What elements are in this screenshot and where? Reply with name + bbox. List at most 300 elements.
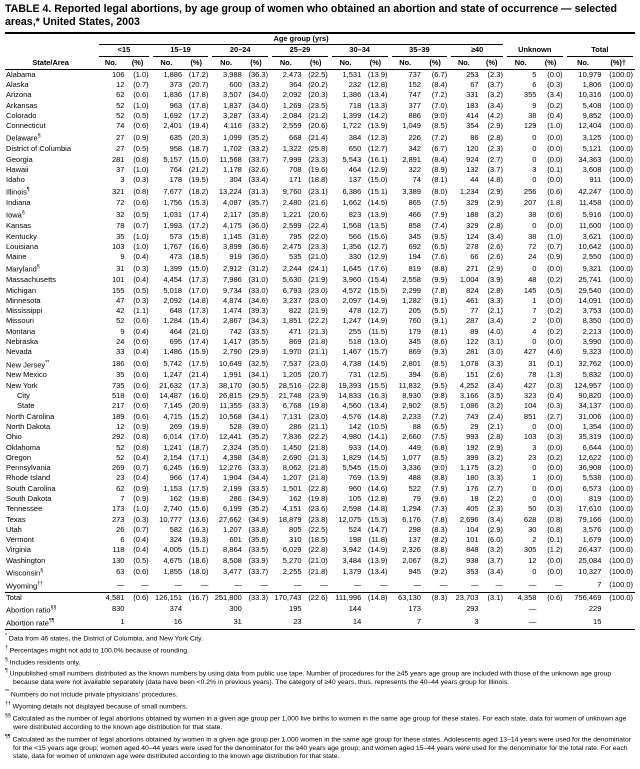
- cell-pct: —: [200, 580, 209, 590]
- cell-no: 281: [111, 154, 125, 164]
- cell-pct: (13.5): [367, 221, 388, 231]
- row-vermont: [5, 535, 635, 545]
- cell-no: 14,091: [578, 295, 602, 305]
- cell-pct: (100.0): [609, 326, 633, 336]
- cell-no: 924: [466, 154, 479, 164]
- cell-no: 0: [532, 483, 537, 493]
- cell-no: 183: [466, 100, 479, 110]
- cell-pct: (21.9): [308, 275, 328, 285]
- cell-pct: (4.8): [487, 175, 503, 185]
- cell-pct: (0.8): [133, 186, 149, 196]
- cell-pct: (17.1): [188, 452, 209, 462]
- cell-pct: (36.3): [248, 69, 269, 79]
- cell-no: 14: [330, 616, 362, 629]
- cell-no: 1,386: [342, 90, 362, 100]
- row-idaho: [5, 175, 635, 185]
- cell-no: 0: [532, 144, 537, 154]
- cell-no: 26,437: [578, 545, 602, 555]
- cell-no: 101: [466, 535, 479, 545]
- cell-pct: (1.2): [547, 545, 563, 555]
- cell-no: 195: [289, 604, 302, 614]
- row-abortion-ratio: [5, 603, 635, 616]
- cell-no: 3,336: [402, 463, 421, 473]
- cell-pct: (3.4): [547, 90, 563, 100]
- cell-pct: (9.1): [431, 316, 448, 326]
- cell-pct: (100.0): [609, 567, 633, 577]
- cell-pct: (8.5): [431, 121, 448, 131]
- cell-no: 2,326: [402, 545, 421, 555]
- cell-pct: [183, 616, 210, 629]
- cell-no: 324: [169, 535, 183, 545]
- cell-pct: (33.5): [248, 326, 269, 336]
- cell-no: 4,358: [505, 592, 537, 603]
- cell-no: 232: [348, 79, 362, 89]
- cell-no: 2,199: [223, 483, 242, 493]
- cell-no: 7,836: [282, 432, 302, 442]
- row-label: [5, 80, 97, 90]
- cell-pct: (3.4): [487, 316, 503, 326]
- row-label: [5, 262, 97, 275]
- cell-pct: (8.2): [431, 535, 448, 545]
- cell-no: 11,600: [578, 221, 602, 231]
- cell-pct: (21.3): [308, 326, 328, 336]
- row-label-text: New York: [6, 380, 38, 390]
- cell-pct: (18.7): [188, 144, 209, 154]
- cell-no: 304: [229, 175, 242, 185]
- cell-no: 42,247: [578, 186, 602, 196]
- cell-pct: (0.0): [547, 263, 563, 273]
- row-nebraska: [5, 337, 635, 347]
- col-group-label: ≥40: [451, 45, 503, 57]
- cell-pct: —: [555, 580, 563, 590]
- cell-pct: (3.1): [480, 592, 505, 603]
- cell-pct: (15.4): [367, 275, 388, 285]
- pct-header: (%): [422, 57, 449, 69]
- cell-pct: (13.4): [367, 567, 388, 577]
- row-delaware: [5, 131, 635, 144]
- cell-no: 2,599: [282, 221, 302, 231]
- cell-pct: (100.0): [609, 421, 633, 431]
- cell-pct: (0.0): [547, 567, 563, 577]
- cell-pct: (2.8): [487, 285, 503, 295]
- cell-no: 1,662: [342, 198, 362, 208]
- cell-pct: (9.1): [431, 295, 448, 305]
- cell-pct: (4.6): [547, 347, 563, 357]
- cell-no: 1,077: [402, 452, 421, 462]
- cell-no: 63: [116, 567, 125, 577]
- cell-no: 1,153: [163, 483, 183, 493]
- row-footnote-marker: ¶: [26, 187, 30, 194]
- cell-no: 2,092: [282, 90, 302, 100]
- cell-pct: (0.8): [547, 514, 563, 524]
- row-label: [5, 412, 97, 422]
- cell-no: 933: [348, 442, 362, 452]
- cell-no: 3,237: [282, 295, 302, 305]
- col-group-30-34: [330, 45, 390, 57]
- cell-no: 0: [532, 132, 537, 142]
- pct-header: (%): [303, 57, 330, 69]
- cell-no: 21,632: [159, 380, 183, 390]
- cell-no: 958: [169, 144, 183, 154]
- pct-header: (%): [183, 57, 210, 69]
- cell-no: 3,287: [223, 110, 242, 120]
- cell-no: 329: [466, 198, 479, 208]
- cell-pct: (100.0): [609, 132, 633, 142]
- cell-pct: (22.2): [308, 432, 328, 442]
- row-label-text: Maine: [6, 252, 27, 262]
- cell-pct: (3.4): [487, 567, 503, 577]
- cell-no: 7: [120, 494, 125, 503]
- cell-pct: (0.4): [133, 252, 149, 262]
- cell-pct: (18.8): [308, 175, 328, 185]
- cell-no: 1,837: [223, 100, 242, 110]
- col-group-unknown: [505, 45, 565, 57]
- cell-pct: (0.5): [133, 209, 149, 219]
- cell-no: 34,137: [578, 401, 602, 411]
- cell-no: 2,244: [282, 263, 302, 273]
- cell-pct: (19.4): [188, 121, 209, 131]
- cell-pct: (6.8): [431, 370, 448, 380]
- cell-pct: (21.0): [188, 326, 209, 336]
- cell-no: 8,350: [582, 316, 602, 326]
- cell-pct: (15.6): [367, 231, 388, 241]
- cell-pct: (2.4): [487, 411, 503, 421]
- cell-pct: (29.5): [248, 391, 269, 401]
- row-indiana: [5, 198, 635, 208]
- row-label: [5, 535, 97, 545]
- row-illinois: [5, 185, 635, 198]
- cell-no: 74: [116, 121, 125, 131]
- cell-no: 830: [111, 604, 125, 614]
- cell-no: 171: [289, 175, 302, 185]
- cell-no: 7,986: [223, 275, 242, 285]
- cell-pct: (20.3): [308, 90, 328, 100]
- cell-pct: (9.0): [431, 463, 448, 473]
- cell-pct: (19.3): [188, 535, 209, 545]
- cell-no: 919: [229, 252, 242, 262]
- cell-no: 2,067: [402, 555, 421, 565]
- cell-pct: (7.5): [431, 432, 448, 442]
- cell-no: 3,166: [459, 391, 479, 401]
- cell-pct: (100.0): [609, 241, 633, 251]
- cell-pct: [125, 616, 150, 629]
- cell-pct: (0.0): [547, 337, 563, 347]
- row-label-text: Oklahoma: [6, 442, 41, 452]
- cell-pct: (24.1): [308, 263, 328, 273]
- cell-no: 1,467: [342, 347, 362, 357]
- cell-no: 601: [229, 535, 242, 545]
- cell-pct: (23.0): [308, 411, 328, 421]
- cell-pct: (2.9): [487, 121, 503, 131]
- cell-no: 12,441: [218, 432, 242, 442]
- cell-pct: (21.2): [308, 110, 328, 120]
- cell-pct: (8.5): [431, 401, 448, 411]
- row-label-text: Idaho: [6, 175, 25, 185]
- cell-pct: (36.6): [248, 241, 269, 251]
- cell-no: 2,891: [402, 154, 421, 164]
- cell-no: 6,386: [342, 186, 362, 196]
- cell-pct: (3.2): [487, 401, 503, 411]
- cell-no: 286: [289, 421, 302, 431]
- row-rhode-island: [5, 473, 635, 483]
- cell-no: 0: [532, 263, 537, 273]
- cell-pct: (31.2): [248, 263, 269, 273]
- cell-pct: (100.0): [609, 285, 633, 295]
- cell-no: 180: [466, 473, 479, 483]
- cell-no: 2,475: [282, 241, 302, 251]
- cell-no: 1,207: [223, 524, 242, 534]
- cell-no: 4,738: [342, 358, 362, 368]
- cell-pct: (100.0): [609, 473, 633, 483]
- cell-no: 737: [408, 69, 421, 79]
- cell-no: 305: [523, 545, 537, 555]
- cell-no: 2,213: [582, 326, 602, 336]
- cell-pct: (13.9): [367, 209, 388, 219]
- row-south-dakota: [5, 494, 635, 504]
- cell-pct: (100.0): [609, 494, 633, 503]
- cell-pct: (12.9): [367, 164, 388, 174]
- cell-pct: (8.8): [431, 473, 448, 483]
- cell-no: 14,833: [338, 391, 362, 401]
- cell-no: 2,740: [163, 504, 183, 514]
- cell-no: 1,205: [282, 370, 302, 380]
- row-label-text: Connecticut: [6, 121, 46, 131]
- cell-pct: (6.8): [431, 442, 448, 452]
- cell-no: 251,800: [210, 592, 242, 603]
- cell-pct: (0.2): [547, 326, 563, 336]
- cell-pct: (16.7): [183, 592, 210, 603]
- cell-no: 31: [528, 358, 537, 368]
- cell-pct: (13.9): [367, 473, 388, 483]
- cell-pct: (23.8): [308, 514, 328, 524]
- cell-pct: (2.1): [487, 421, 503, 431]
- cell-pct: (0.6): [133, 121, 149, 131]
- cell-no: 281: [466, 347, 479, 357]
- row-label-text: City: [17, 391, 30, 401]
- cell-no: 329: [466, 221, 479, 231]
- cell-no: 3: [532, 442, 537, 452]
- cell-pct: (19.8): [308, 401, 328, 411]
- abortions-by-age-and-state-table: [5, 32, 635, 630]
- row-label: [5, 566, 97, 579]
- cell-pct: (33.0): [248, 285, 269, 295]
- cell-no: 1,234: [459, 186, 479, 196]
- cell-pct: [480, 603, 505, 616]
- cell-no: 5,018: [163, 285, 183, 295]
- cell-pct: (100.0): [609, 347, 633, 357]
- cell-no: 823: [348, 209, 362, 219]
- cell-no: 38: [528, 209, 537, 219]
- cell-pct: (0.3): [547, 401, 563, 411]
- cell-no: 1,722: [342, 121, 362, 131]
- cell-no: 535: [289, 252, 302, 262]
- cell-no: 635: [169, 132, 183, 142]
- cell-pct: (0.6): [133, 198, 149, 208]
- cell-pct: (8.8): [431, 263, 448, 273]
- cell-no: 938: [466, 555, 479, 565]
- cell-no: 35,319: [578, 432, 602, 442]
- cell-no: 6,793: [282, 285, 302, 295]
- cell-no: 269: [111, 463, 125, 473]
- cell-no: 2,154: [163, 452, 183, 462]
- cell-pct: (18.5): [308, 535, 328, 545]
- cell-no: 104: [523, 401, 537, 411]
- cell-no: 1,078: [459, 358, 479, 368]
- cell-pct: [303, 603, 330, 616]
- table-body: [5, 69, 635, 629]
- cell-pct: (17.5): [188, 483, 209, 493]
- cell-no: 5,742: [163, 358, 183, 368]
- cell-pct: (19.9): [188, 421, 209, 431]
- cell-no: 2,558: [402, 275, 421, 285]
- cell-pct: (0.3): [547, 504, 563, 514]
- cell-pct: [125, 603, 150, 616]
- cell-no: 4,980: [342, 432, 362, 442]
- cell-no: 12,622: [578, 452, 602, 462]
- cell-pct: (100.0): [609, 580, 633, 590]
- cell-pct: (0.9): [133, 494, 149, 503]
- cell-no: 355: [523, 90, 537, 100]
- cell-pct: (14.9): [367, 295, 388, 305]
- col-group-label: <15: [99, 45, 148, 57]
- cell-no: 62: [116, 90, 125, 100]
- cell-pct: (0.6): [133, 316, 149, 326]
- cell-no: 78: [116, 221, 125, 231]
- cell-no: 1,417: [223, 337, 242, 347]
- cell-no: 151: [466, 370, 479, 380]
- cell-pct: (29.9): [248, 347, 269, 357]
- cell-no: 2,324: [223, 442, 242, 452]
- cell-pct: (0.7): [133, 463, 149, 473]
- cell-pct: (33.3): [243, 592, 270, 603]
- cell-no: 4,005: [163, 545, 183, 555]
- cell-no: 819: [408, 263, 421, 273]
- cell-no: 822: [289, 306, 302, 316]
- row-label: [5, 131, 97, 144]
- cell-no: 137: [348, 175, 362, 185]
- cell-pct: (22.2): [308, 316, 328, 326]
- row-label: [5, 252, 97, 262]
- cell-no: 103: [111, 241, 125, 251]
- row-label: [5, 494, 97, 504]
- row-label-text: Total: [6, 592, 22, 602]
- cell-pct: (34.1): [248, 370, 269, 380]
- cell-no: 1,294: [402, 504, 421, 514]
- cell-pct: (11.5): [368, 326, 388, 336]
- cell-pct: (2.7): [487, 154, 503, 164]
- cell-pct: (34.8): [248, 452, 269, 462]
- cell-no: 471: [289, 326, 302, 336]
- cell-no: 86: [470, 132, 479, 142]
- cell-pct: (17.0): [188, 432, 209, 442]
- cell-no: 692: [408, 241, 421, 251]
- cell-pct: (100.0): [609, 79, 633, 89]
- cell-no: 6,199: [223, 504, 242, 514]
- cell-pct: (5.5): [431, 306, 448, 316]
- cell-pct: (3.2): [487, 452, 503, 462]
- cell-pct: (6.5): [431, 241, 448, 251]
- cell-pct: (0.6): [547, 186, 563, 196]
- cell-no: 2,690: [282, 452, 302, 462]
- cell-pct: (100.0): [609, 524, 633, 534]
- cell-pct: (21.8): [308, 463, 328, 473]
- cell-no: 26: [116, 524, 125, 534]
- cell-no: 1,178: [223, 164, 242, 174]
- cell-pct: (22.4): [308, 221, 328, 231]
- cell-no: 6,176: [402, 514, 421, 524]
- cell-pct: (39.0): [248, 421, 269, 431]
- cell-no: 473: [169, 252, 183, 262]
- cell-no: 1,399: [163, 263, 183, 273]
- cell-no: 993: [466, 432, 479, 442]
- cell-no: 47: [116, 295, 125, 305]
- cell-pct: (22.5): [308, 524, 328, 534]
- cell-no: 0: [532, 494, 537, 503]
- cell-no: 353: [466, 567, 479, 577]
- cell-no: 111,996: [330, 592, 362, 603]
- cell-no: 2,473: [282, 69, 302, 79]
- cell-pct: (8.6): [431, 337, 448, 347]
- cell-pct: (17.0): [188, 285, 209, 295]
- cell-pct: (18.0): [188, 567, 209, 577]
- row-missouri: [5, 316, 635, 326]
- cell-pct: (0.0): [547, 295, 563, 305]
- cell-no: 255: [348, 326, 362, 336]
- cell-pct: (9.0): [431, 110, 448, 120]
- cell-pct: (23.3): [308, 241, 328, 251]
- cell-no: 170,743: [270, 592, 302, 603]
- cell-pct: (0.6): [133, 401, 149, 411]
- cell-pct: (0.9): [133, 132, 149, 142]
- cell-pct: (21.2): [188, 164, 209, 174]
- row-wisconsin: [5, 566, 635, 579]
- cell-pct: (33.7): [248, 154, 269, 164]
- cell-no: 52: [116, 100, 125, 110]
- cell-pct: (0.7): [133, 221, 149, 231]
- cell-no: 5,157: [163, 154, 183, 164]
- cell-no: 4,675: [163, 555, 183, 565]
- cell-no: 1,269: [282, 100, 302, 110]
- cell-pct: (12.8): [367, 79, 388, 89]
- cell-no: 695: [169, 337, 183, 347]
- row-footnote-marker: §: [21, 210, 25, 217]
- cell-no: 32: [116, 209, 125, 219]
- cell-pct: (1.0): [133, 69, 149, 79]
- cell-no: 12,404: [578, 121, 602, 131]
- cell-pct: (2.8): [487, 221, 503, 231]
- cell-no: 345: [408, 231, 421, 241]
- cell-no: 461: [466, 295, 479, 305]
- cell-pct: [243, 616, 270, 629]
- cell-no: 178: [169, 175, 183, 185]
- cell-pct: (3.2): [487, 209, 503, 219]
- row-label-text: South Carolina: [6, 483, 56, 493]
- cell-pct: (3.7): [487, 555, 503, 565]
- cell-no: 1,099: [223, 132, 242, 142]
- cell-pct: (19.8): [308, 494, 328, 503]
- cell-no: 18: [470, 494, 479, 503]
- cell-pct: (13.3): [367, 100, 388, 110]
- row-label: [5, 275, 97, 285]
- cell-pct: (0.2): [547, 100, 563, 110]
- cell-no: 63,130: [390, 592, 422, 603]
- cell-pct: (17.8): [188, 100, 209, 110]
- cell-no: 0: [532, 567, 537, 577]
- row-label-text: Alabama: [6, 69, 36, 79]
- cell-no: 1,207: [282, 473, 302, 483]
- row-label: [5, 232, 97, 242]
- cell-no: 3,960: [342, 275, 362, 285]
